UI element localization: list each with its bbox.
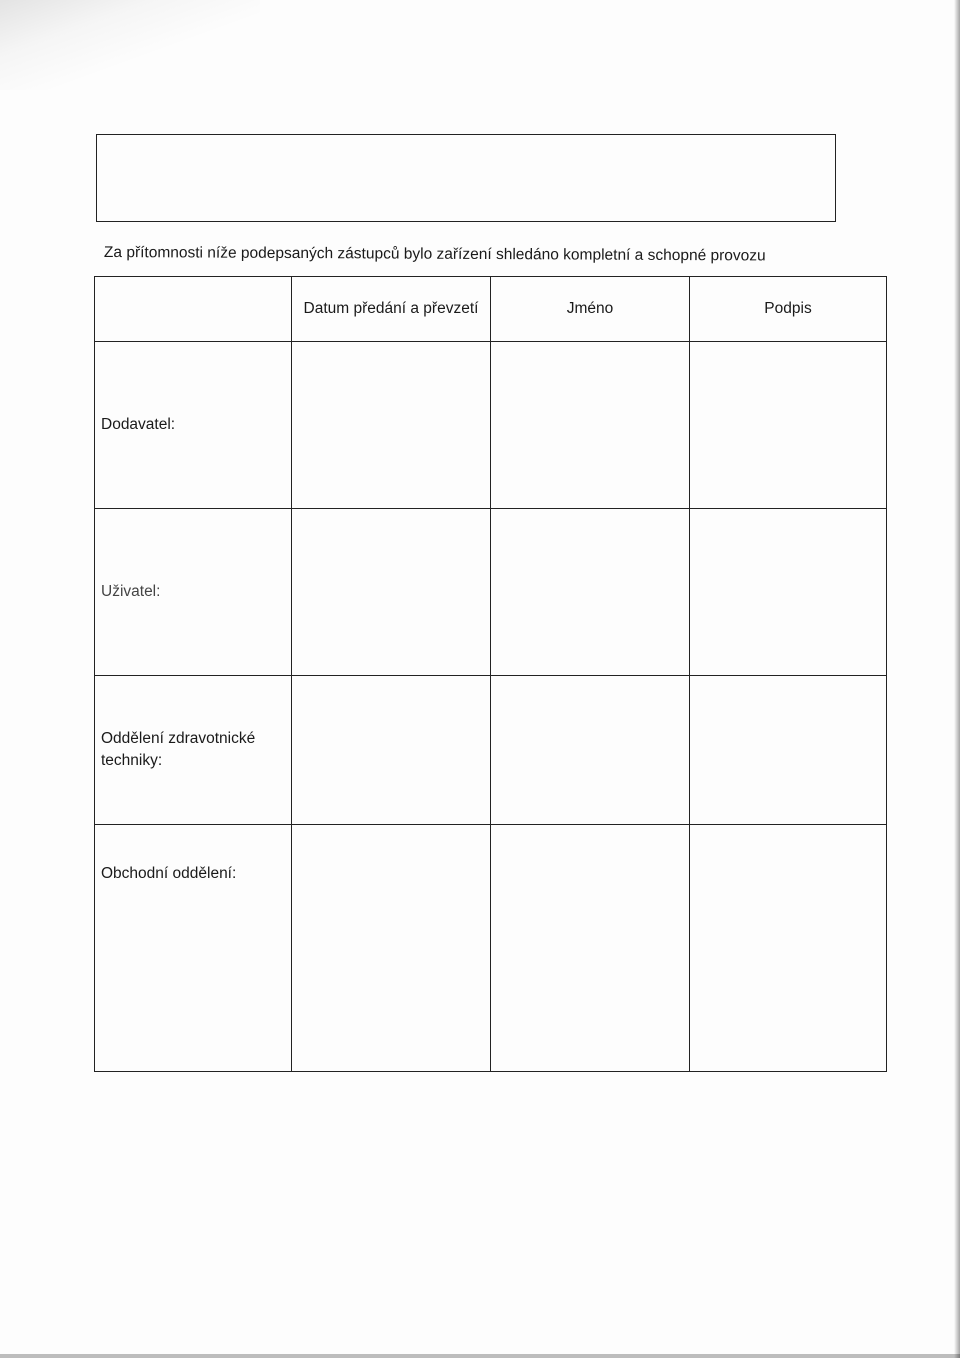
scan-edge-right xyxy=(954,0,960,1358)
intro-statement: Za přítomnosti níže podepsaných zástupců bylo zařízení shledáno kompletní a schopné provozu xyxy=(103,244,766,265)
row-label-user: Uživatel: xyxy=(95,509,292,676)
date-field-medical-tech[interactable] xyxy=(292,676,491,825)
header-name: Jméno xyxy=(491,277,690,342)
empty-header-box xyxy=(96,134,836,222)
signature-field-medical-tech[interactable] xyxy=(690,676,887,825)
date-field-user[interactable] xyxy=(292,509,491,676)
table-row xyxy=(95,825,887,1072)
row-label-supplier: Dodavatel: xyxy=(95,342,292,509)
header-signature: Podpis xyxy=(690,277,887,342)
date-field-supplier[interactable] xyxy=(292,342,491,509)
row-label-sales: Obchodní oddělení: xyxy=(95,825,292,1072)
header-date: Datum předání a převzetí xyxy=(292,277,491,342)
signature-field-sales[interactable] xyxy=(690,825,887,1072)
table-header-row xyxy=(95,277,887,342)
scan-shadow xyxy=(0,0,260,90)
table-row xyxy=(95,676,887,825)
handover-signature-table xyxy=(94,276,887,1072)
table-row xyxy=(95,342,887,509)
table-row xyxy=(95,509,887,676)
signature-field-user[interactable] xyxy=(690,509,887,676)
name-field-user[interactable] xyxy=(491,509,690,676)
signature-field-supplier[interactable] xyxy=(690,342,887,509)
name-field-supplier[interactable] xyxy=(491,342,690,509)
header-blank-cell xyxy=(95,277,292,342)
name-field-medical-tech[interactable] xyxy=(491,676,690,825)
name-field-sales[interactable] xyxy=(491,825,690,1072)
date-field-sales[interactable] xyxy=(292,825,491,1072)
row-label-medical-tech: Oddělení zdravotnické techniky: xyxy=(95,676,292,825)
scan-edge-bottom xyxy=(0,1354,960,1358)
